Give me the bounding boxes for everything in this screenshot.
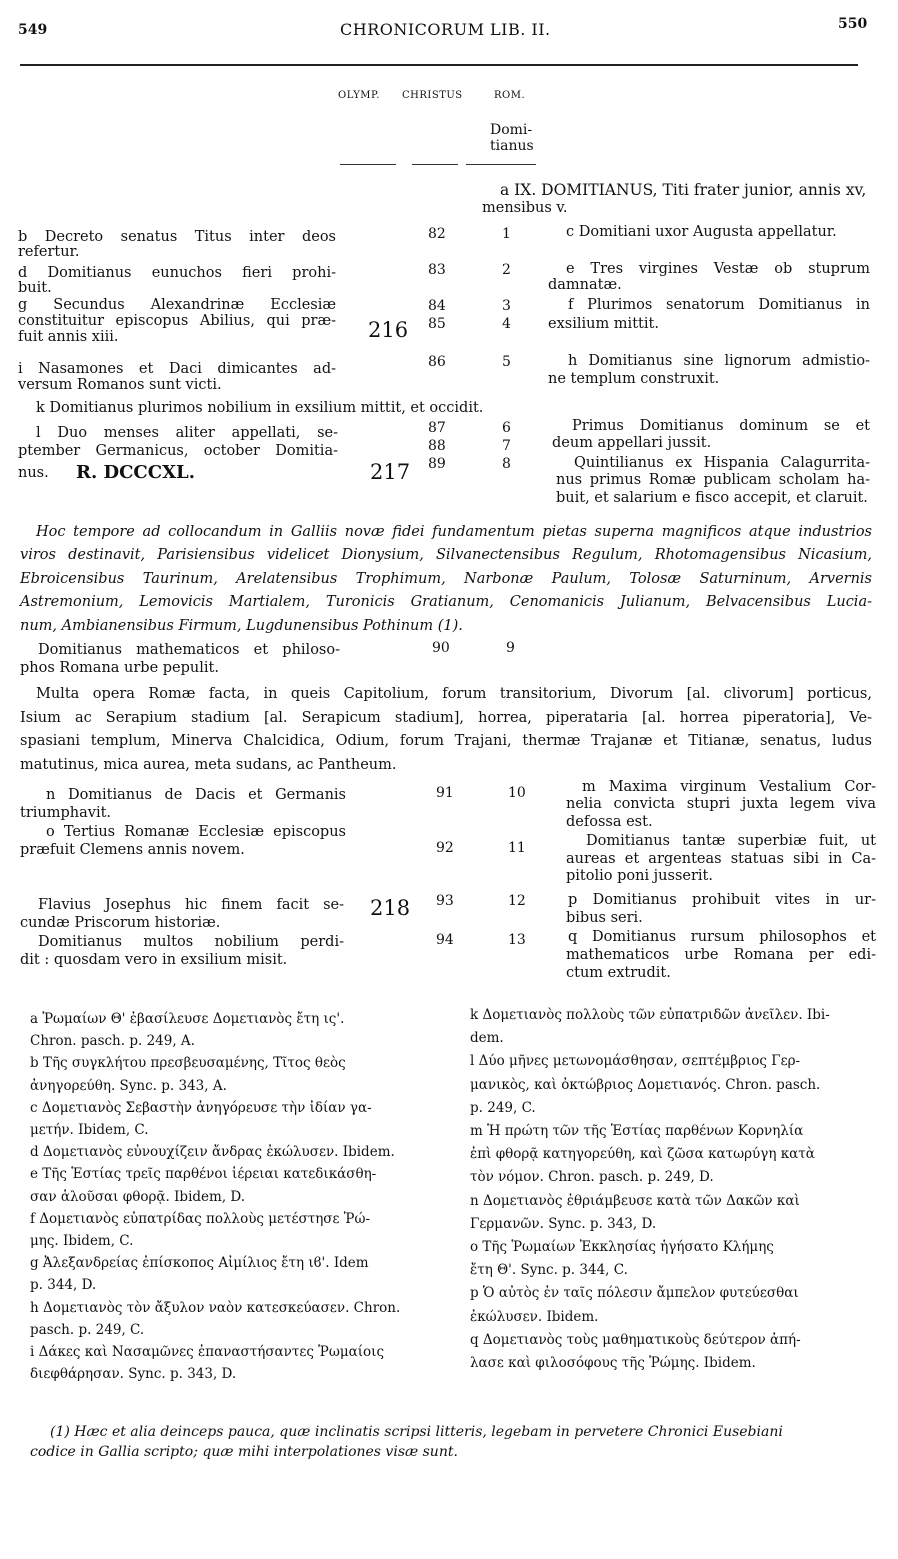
multa-opera-line-3: spasiani templum, Minerva Chalcidica, Odium, forum Trajani, thermæ Trajanæ et Titianæ, senatus, ludus xyxy=(20,733,872,749)
christus-year: 90 xyxy=(432,640,450,656)
christus-year: 91 xyxy=(436,785,454,801)
roman-year: R. DCCCXL. xyxy=(76,462,195,483)
greek-note-line: n Δομετιανὸς ἐθριάμβευσε κατὰ τῶν Δακῶν καὶ xyxy=(470,1192,800,1209)
entry-a-line-1: a IX. DOMITIANUS, Titi frater junior, annis xv, xyxy=(500,181,867,199)
entry-e-line-1: e Tres virgines Vestæ ob stuprum xyxy=(566,261,870,277)
hoc-tempore-line-2: viros destinavit, Parisiensibus videlicet Dionysium, Silvanectensibus Regulum, Rhotomagensibus Nicasium, xyxy=(20,547,872,563)
greek-note-line: ἀνηγορεύθη. Sync. p. 343, A. xyxy=(30,1077,227,1094)
entry-p-line-1: p Domitianus prohibuit vites in ur- xyxy=(568,892,876,908)
rom-year: 9 xyxy=(506,640,515,656)
mathematicos-line-1: Domitianus mathematicos et philoso- xyxy=(38,642,340,658)
running-title: CHRONICORUM LIB. II. xyxy=(340,20,551,39)
greek-note-line: a Ῥωμαίων Θ' ἐβασίλευσε Δομετιανὸς ἔτη ις'. xyxy=(30,1011,345,1027)
rom-year: 5 xyxy=(502,354,511,370)
greek-note-line: ἐπὶ φθορᾷ κατηγορεύθη, καὶ ζῶσα κατωρύγη κατὰ xyxy=(470,1146,815,1163)
greek-note-line: p Ὁ αὐτὸς ἐν ταῖς πόλεσιν ἄμπελον φυτεύεσθαι xyxy=(470,1285,799,1302)
rom-year: 8 xyxy=(502,456,511,472)
rom-year: 13 xyxy=(508,932,526,948)
olympiad-216: 216 xyxy=(368,318,409,342)
christus-year: 93 xyxy=(436,893,454,909)
entry-g-line-2: constituitur episcopus Abilius, qui præ- xyxy=(18,313,336,329)
entry-k: k Domitianus plurimos nobilium in exsilium mittit, et occidit. xyxy=(36,400,484,416)
rom-year: 3 xyxy=(502,298,511,314)
greek-note-line: μης. Ibidem, C. xyxy=(30,1233,134,1249)
page-number-left: 549 xyxy=(18,22,48,38)
entry-d-line-2: buit. xyxy=(18,280,52,296)
mathematicos-line-2: phos Romana urbe pepulit. xyxy=(20,660,219,676)
rom-year: 4 xyxy=(502,316,511,332)
column-rule xyxy=(412,164,458,165)
entry-n-line-2: triumphavit. xyxy=(20,805,112,821)
entry-n-line-1: n Domitianus de Dacis et Germanis xyxy=(46,787,346,803)
greek-note-line: c Δομετιανὸς Σεβαστὴν ἀνηγόρευσε τὴν ἰδίαν γα- xyxy=(30,1099,372,1116)
entry-h-line-2: ne templum construxit. xyxy=(548,371,720,387)
rom-year: 7 xyxy=(502,438,511,454)
josephus-line-2-text: cundæ Priscorum historiæ. xyxy=(20,915,221,931)
christus-year: 92 xyxy=(436,840,454,856)
christus-year: 82 xyxy=(428,226,446,242)
hoc-tempore-line-1: Hoc tempore ad collocandum in Galliis novæ fidei fundamentum pietas superna magnificos atque industrios xyxy=(36,524,872,540)
entry-p-line-2: bibus seri. xyxy=(566,910,643,926)
greek-note-line: b Τῆς συγκλήτου πρεσβευσαμένης, Τῖτος θεὸς xyxy=(30,1055,346,1072)
entry-i-line-2: versum Romanos sunt victi. xyxy=(18,377,222,393)
entry-o-line-2: præfuit Clemens annis novem. xyxy=(20,842,245,858)
multa-opera-line-1: Multa opera Romæ facta, in queis Capitolium, forum transitorium, Divorum [al. clivorum] porticus, xyxy=(36,686,872,702)
entry-g-line-3: fuit annis xiii. xyxy=(18,329,119,345)
column-rule xyxy=(466,164,536,165)
multa-opera-line-4: matutinus, mica aurea, meta sudans, ac Pantheum. xyxy=(20,757,397,773)
footnote-line-2: codice in Gallia scripto; quæ mihi interpolationes visæ sunt. xyxy=(30,1444,458,1460)
column-head-olymp: OLYMP. xyxy=(338,90,380,101)
entry-q-line-2: mathematicos urbe Romana per edi- xyxy=(566,947,876,963)
entry-l-line-3: nus. xyxy=(18,465,49,481)
entry-f-line-2: exsilium mittit. xyxy=(548,316,659,332)
entry-m-line-2: nelia convicta stupri juxta legem viva xyxy=(566,796,876,812)
greek-note-line: l Δύο μῆνες μετωνομάσθησαν, σεπτέμβριος Γερ- xyxy=(470,1053,801,1070)
christus-year: 94 xyxy=(436,932,454,948)
rom-year: 2 xyxy=(502,262,511,278)
column-head-domitianus-1: Domi- xyxy=(490,122,533,138)
rom-year: 12 xyxy=(508,893,526,909)
greek-note-line: p. 344, D. xyxy=(30,1277,97,1294)
greek-note-line: dem. xyxy=(470,1030,504,1047)
rom-year: 11 xyxy=(508,840,526,856)
entry-b-line-2: refertur. xyxy=(18,244,80,260)
olympiad-218: 218 xyxy=(370,896,411,920)
christus-year: 88 xyxy=(428,438,446,454)
entry-i-line-1: i Nasamones et Daci dimicantes ad- xyxy=(18,361,336,377)
greek-note-line: pasch. p. 249, C. xyxy=(30,1321,145,1338)
greek-note-line: μανικὸς, καὶ ὀκτώβριος Δομετιανός. Chron. pasch. xyxy=(470,1076,821,1093)
greek-note-line: h Δομετιανὸς τὸν ἄξυλον ναὸν κατεσκεύασεν. Chron. xyxy=(30,1299,401,1316)
greek-note-line: ἐκώλυσεν. Ibidem. xyxy=(470,1308,599,1325)
entry-b-line-1: b Decreto senatus Titus inter deos xyxy=(18,229,336,245)
entry-l-line-2: ptember Germanicus, october Domitia- xyxy=(18,443,338,459)
quintilianus-line-2: nus primus Romæ publicam scholam ha- xyxy=(556,472,870,488)
christus-year: 87 xyxy=(428,420,446,436)
multos-line-1: Domitianus multos nobilium perdi- xyxy=(38,934,344,950)
column-head-rom: ROM. xyxy=(494,90,526,101)
footnote-line-1: (1) Hæc et alia deinceps pauca, quæ inclinatis scripsi litteris, legebam in pervetere Chronici Eusebiani xyxy=(50,1424,783,1440)
greek-note-line: λασε καὶ φιλοσόφους τῆς Ῥώμης. Ibidem. xyxy=(470,1355,756,1371)
josephus-line-1: Flavius Josephus hic finem facit se- xyxy=(38,897,344,913)
multos-line-2: dit : quosdam vero in exsilium misit. xyxy=(20,952,288,968)
greek-note-line: d Δομετιανὸς εὐνουχίζειν ἄνδρας ἐκώλυσεν. Ibidem. xyxy=(30,1144,395,1161)
greek-note-line: σαν ἁλοῦσαι φθορᾷ. Ibidem, D. xyxy=(30,1188,246,1205)
entry-e-line-2: damnatæ. xyxy=(548,277,622,293)
hoc-tempore-line-5: num, Ambianensibus Firmum, Lugdunensibus Pothinum (1). xyxy=(20,618,463,634)
greek-note-line: e Τῆς Ἑστίας τρεῖς παρθένοι ἱέρειαι κατεδικάσθη- xyxy=(30,1166,377,1183)
primus-line-1: Primus Domitianus dominum se et xyxy=(572,418,870,434)
entry-c: c Domitiani uxor Augusta appellatur. xyxy=(566,224,837,240)
multa-opera-line-2: Isium ac Serapium stadium [al. Serapicum stadium], horrea, piperataria [al. horrea piperatoria], Ve- xyxy=(20,710,872,726)
greek-note-line: Γερμανῶν. Sync. p. 343, D. xyxy=(470,1215,657,1232)
christus-year: 85 xyxy=(428,316,446,332)
rom-year: 10 xyxy=(508,785,526,801)
quintilianus-line-1: Quintilianus ex Hispania Calagurrita- xyxy=(574,455,870,471)
greek-note-line: m Ἡ πρώτη τῶν τῆς Ἑστίας παρθένων Κορνηλία xyxy=(470,1123,804,1139)
hoc-tempore-line-4: Astremonium, Lemovicis Martialem, Turonicis Gratianum, Cenomanicis Julianum, Belvacensibus Lucia- xyxy=(20,594,872,610)
entry-f-line-1: f Plurimos senatorum Domitianus in xyxy=(568,297,870,313)
quintilianus-line-3: buit, et salarium e fisco accepit, et claruit. xyxy=(556,490,868,506)
entry-o-line-1: o Tertius Romanæ Ecclesiæ episcopus xyxy=(46,824,346,840)
page-number-right: 550 xyxy=(838,16,868,32)
column-head-christus: CHRISTUS xyxy=(402,90,463,101)
entry-d-line-1: d Domitianus eunuchos fieri prohi- xyxy=(18,265,336,281)
greek-note-line: i Δάκες καὶ Νασαμῶνες ἐπαναστήσαντες Ῥωμαίοις xyxy=(30,1344,385,1360)
greek-note-line: k Δομετιανὸς πολλοὺς τῶν εὐπατριδῶν ἀνεῖλεν. Ibi- xyxy=(470,1007,830,1023)
greek-note-line: q Δομετιανὸς τοὺς μαθηματικοὺς δεύτερον ἀπή- xyxy=(470,1331,801,1348)
greek-note-line: f Δομετιανὸς εὐπατρίδας πολλοὺς μετέστησε Ῥώ- xyxy=(30,1210,371,1227)
entry-m-line-3: defossa est. xyxy=(566,814,653,830)
rom-year: 1 xyxy=(502,226,511,242)
column-head-domitianus-2: tianus xyxy=(490,138,534,154)
greek-note-line: g Ἀλεξανδρείας ἐπίσκοπος Αἰμίλιος ἔτη ιϐ'. Idem xyxy=(30,1255,369,1272)
superbia-line-1: Domitianus tantæ superbiæ fuit, ut xyxy=(586,833,876,849)
entry-q-line-1: q Domitianus rursum philosophos et xyxy=(568,929,876,945)
superbia-line-2: aureas et argenteas statuas sibi in Ca- xyxy=(566,851,876,867)
greek-note-line: μετήν. Ibidem, C. xyxy=(30,1122,149,1138)
greek-note-line: ἔτη Θ'. Sync. p. 344, C. xyxy=(470,1262,628,1279)
josephus-line-2 xyxy=(20,916,220,931)
christus-year: 89 xyxy=(428,456,446,472)
entry-q-line-3: ctum extrudit. xyxy=(566,965,671,981)
rom-year: 6 xyxy=(502,420,511,436)
hoc-tempore-line-3: Ebroicensibus Taurinum, Arelatensibus Trophimum, Narbonæ Paulum, Tolosæ Saturninum, Arvernis xyxy=(20,571,872,587)
greek-note-line: o Τῆς Ῥωμαίων Ἐκκλησίας ἡγήσατο Κλήμης xyxy=(470,1239,774,1255)
primus-line-2: deum appellari jussit. xyxy=(552,435,712,451)
christus-year: 86 xyxy=(428,354,446,370)
greek-note-line: διεφθάρησαν. Sync. p. 343, D. xyxy=(30,1366,237,1383)
olympiad-217: 217 xyxy=(370,460,411,484)
christus-year: 83 xyxy=(428,262,446,278)
header-rule xyxy=(20,64,858,66)
entry-g-line-1: g Secundus Alexandrinæ Ecclesiæ xyxy=(18,297,336,313)
entry-a-line-2: mensibus v. xyxy=(482,200,568,216)
superbia-line-3: pitolio poni jusserit. xyxy=(566,868,713,884)
greek-note-line: Chron. pasch. p. 249, A. xyxy=(30,1033,195,1050)
column-rule xyxy=(340,164,396,165)
entry-m-line-1: m Maxima virginum Vestalium Cor- xyxy=(582,779,876,795)
greek-note-line: p. 249, C. xyxy=(470,1099,536,1116)
greek-note-line: τὸν νόμον. Chron. pasch. p. 249, D. xyxy=(470,1169,714,1186)
christus-year: 84 xyxy=(428,298,446,314)
entry-h-line-1: h Domitianus sine lignorum admistio- xyxy=(568,353,870,369)
entry-l-line-1: l Duo menses aliter appellati, se- xyxy=(36,425,338,441)
